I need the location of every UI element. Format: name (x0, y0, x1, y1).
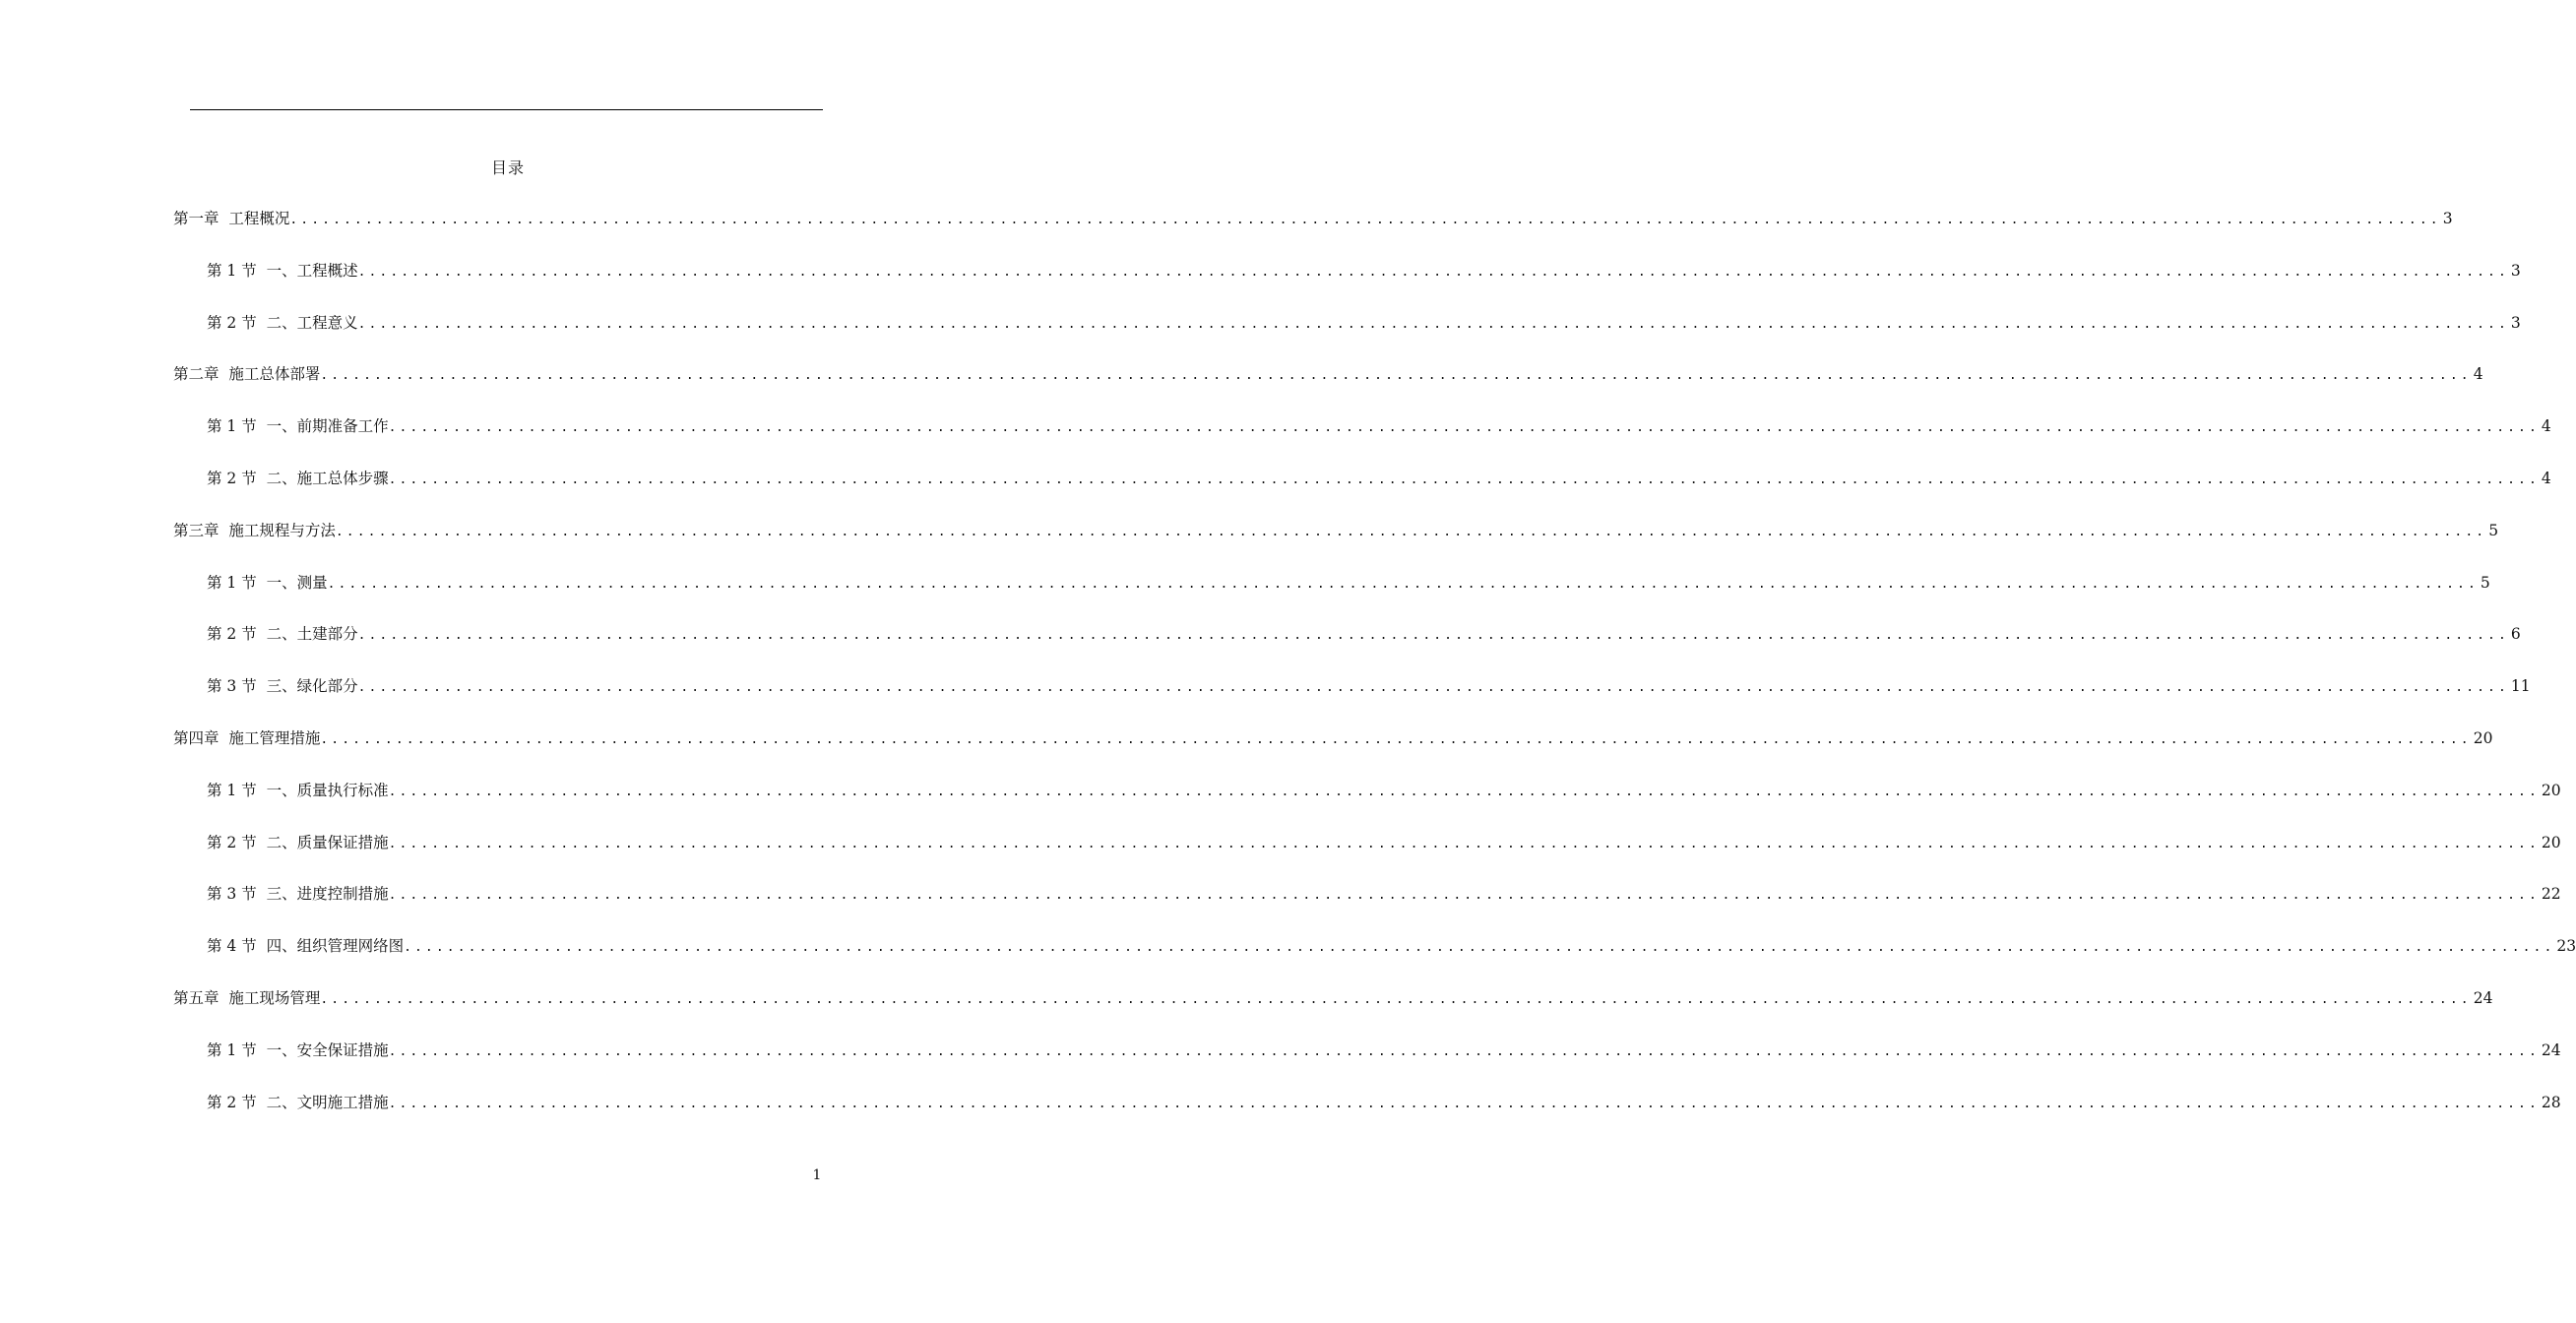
toc-entry-page: 3 (2442, 210, 2453, 227)
toc-leader-dots: ........................................................................................................................................................................................................ (357, 680, 2509, 696)
toc-entry-label: 第一章 工程概况 (173, 210, 290, 227)
toc-entry-page: 3 (2510, 313, 2521, 332)
toc-leader-dots: ........................................................................................................................................................................................................ (388, 784, 2540, 799)
toc-entry[interactable] (207, 933, 2576, 959)
toc-entry-label: 第 2 节 二、工程意义 (207, 313, 358, 332)
toc-entry-page: 20 (2473, 729, 2493, 747)
toc-entry[interactable] (207, 310, 2521, 336)
toc-leader-dots: ........................................................................................................................................................................................................ (388, 836, 2540, 851)
toc-title: 目录 (490, 158, 525, 177)
toc-entry[interactable] (207, 1090, 2561, 1115)
toc-entry[interactable] (207, 881, 2561, 907)
toc-entry[interactable] (207, 258, 2521, 284)
toc-entry-label: 第 2 节 二、土建部分 (207, 625, 358, 644)
toc-leader-dots: ........................................................................................................................................................................................................ (388, 1043, 2540, 1059)
toc-leader-dots: ........................................................................................................................................................................................................ (320, 368, 2472, 384)
toc-leader-dots: ........................................................................................................................................................................................................ (388, 420, 2540, 436)
toc-entry-label: 第 2 节 二、施工总体步骤 (207, 470, 389, 487)
toc-entry-page: 5 (2480, 573, 2490, 592)
toc-entry[interactable] (207, 621, 2521, 647)
toc-entry[interactable] (207, 1038, 2561, 1063)
toc-leader-dots: ........................................................................................................................................................................................................ (289, 213, 2441, 227)
toc-entry[interactable] (173, 985, 2493, 1011)
toc-entry-page: 5 (2488, 521, 2499, 539)
toc-entry[interactable] (173, 518, 2499, 543)
toc-entry-label: 第 1 节 一、工程概述 (207, 261, 358, 280)
toc-entry-page: 20 (2541, 781, 2561, 799)
toc-leader-dots: ........................................................................................................................................................................................................ (357, 264, 2509, 280)
toc-entry[interactable] (207, 466, 2551, 491)
toc-leader-dots: ........................................................................................................................................................................................................ (327, 576, 2479, 592)
toc-entry[interactable] (207, 413, 2551, 439)
toc-entry-label: 第 3 节 三、绿化部分 (207, 677, 358, 696)
toc-entry[interactable] (207, 830, 2561, 855)
toc-entry-label: 第 2 节 二、质量保证措施 (207, 833, 389, 851)
toc-entry-label: 第 3 节 三、进度控制措施 (207, 885, 389, 904)
toc-leader-dots: ........................................................................................................................................................................................................ (357, 628, 2509, 644)
toc-entry-page: 23 (2556, 937, 2576, 956)
header-rule (190, 109, 823, 110)
toc-entry-page: 4 (2473, 365, 2483, 384)
toc-entry-page: 24 (2541, 1040, 2561, 1059)
toc-entry[interactable] (207, 778, 2561, 803)
toc-entry-page: 11 (2510, 677, 2531, 696)
toc-entry-page: 3 (2510, 261, 2521, 280)
toc-entry[interactable] (173, 725, 2493, 751)
toc-entry-label: 第二章 施工总体部署 (173, 365, 321, 384)
toc-entry-label: 第 4 节 四、组织管理网络图 (207, 937, 405, 956)
toc-leader-dots: ........................................................................................................................................................................................................ (320, 992, 2472, 1007)
toc-entry-label: 第 2 节 二、文明施工措施 (207, 1093, 389, 1111)
toc-entry-page: 28 (2541, 1093, 2561, 1111)
toc-entry-page: 22 (2541, 885, 2561, 904)
toc-entry-page: 6 (2510, 625, 2521, 644)
toc-entry[interactable] (173, 361, 2483, 387)
toc-entry[interactable] (173, 206, 2453, 231)
toc-leader-dots: ........................................................................................................................................................................................................ (357, 316, 2509, 332)
toc-entry-label: 第三章 施工规程与方法 (173, 521, 336, 539)
toc-leader-dots: ........................................................................................................................................................................................................ (388, 1096, 2540, 1111)
toc-entry-label: 第 1 节 一、前期准备工作 (207, 417, 389, 436)
toc-leader-dots: ........................................................................................................................................................................................................ (388, 472, 2540, 487)
toc-leader-dots: ........................................................................................................................................................................................................ (320, 732, 2472, 747)
toc-entry-page: 24 (2473, 989, 2493, 1007)
toc-entry-label: 第 1 节 一、测量 (207, 573, 328, 592)
toc-leader-dots: ........................................................................................................................................................................................................ (335, 524, 2487, 539)
toc-entry-label: 第 1 节 一、安全保证措施 (207, 1040, 389, 1059)
toc-leader-dots: ........................................................................................................................................................................................................ (404, 940, 2555, 956)
toc-leader-dots: ........................................................................................................................................................................................................ (388, 888, 2540, 904)
toc-entry-page: 4 (2541, 470, 2551, 487)
toc-entry-label: 第四章 施工管理措施 (173, 729, 321, 747)
page-number: 1 (812, 1167, 822, 1183)
toc-entry-label: 第五章 施工现场管理 (173, 989, 321, 1007)
toc-entry[interactable] (207, 673, 2531, 699)
toc-entry-label: 第 1 节 一、质量执行标准 (207, 781, 389, 799)
toc-entry[interactable] (207, 570, 2490, 596)
toc-entry-page: 4 (2541, 417, 2551, 436)
toc-entry-page: 20 (2541, 833, 2561, 851)
